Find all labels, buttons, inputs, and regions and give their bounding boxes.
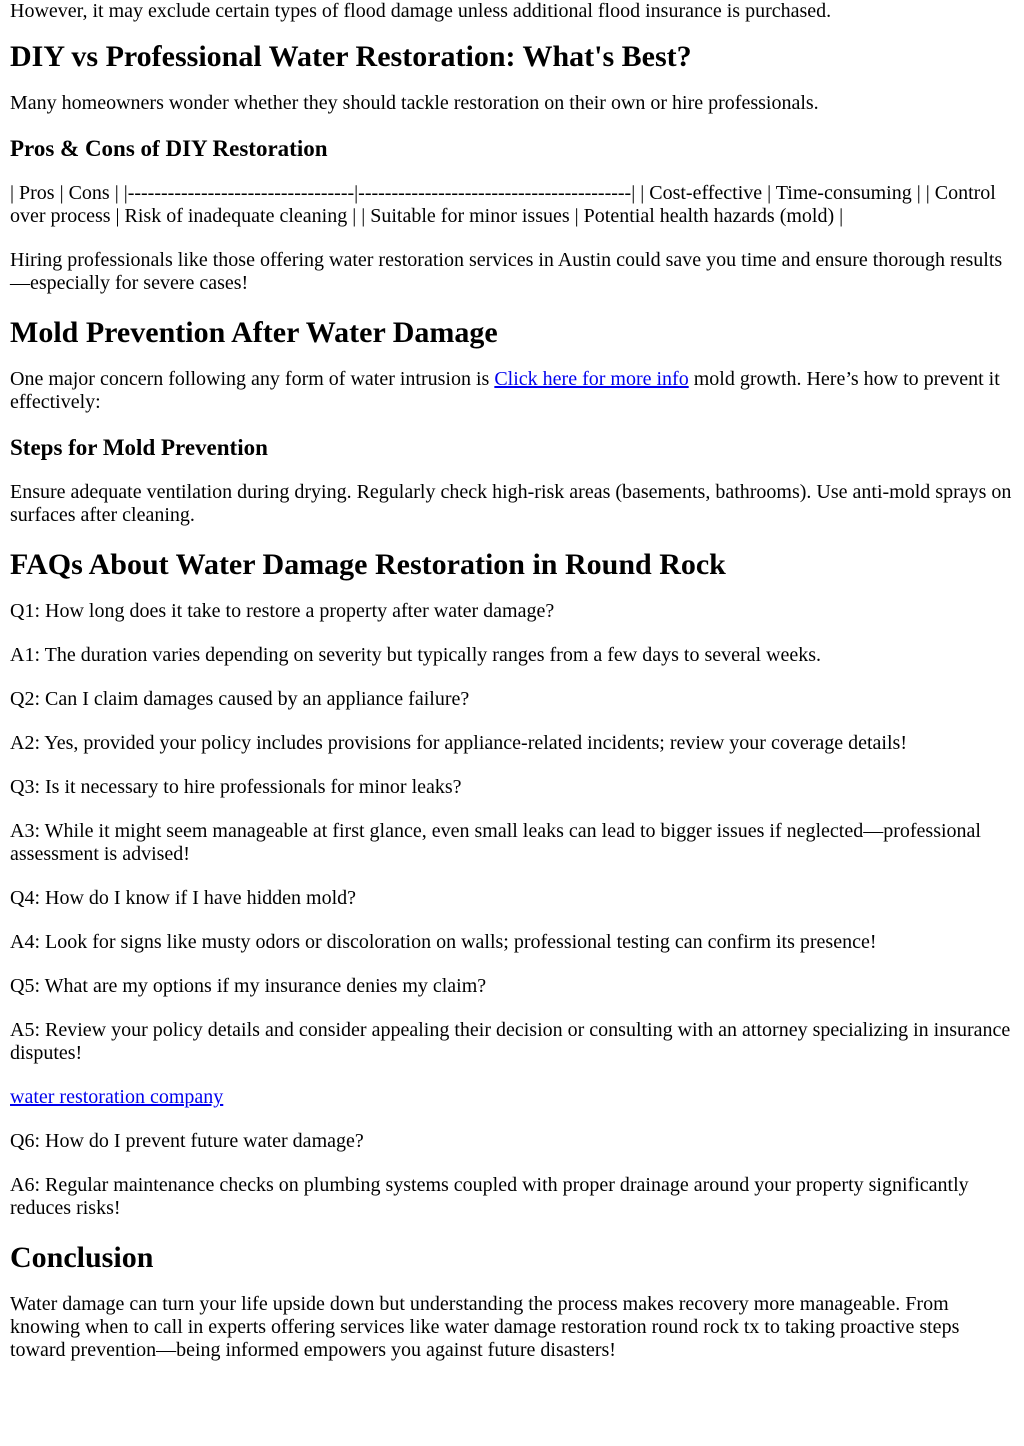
faq-answer-2: A2: Yes, provided your policy includes provisions for appliance-related incidents; review your coverage details! <box>10 732 907 754</box>
faq-answer-4: A4: Look for signs like musty odors or discoloration on walls; professional testing can confirm its presence! <box>10 931 877 953</box>
conclusion-heading: Conclusion <box>10 1241 154 1274</box>
mold-heading: Mold Prevention After Water Damage <box>10 316 498 349</box>
pros-cons-table-text: | Pros | Cons | |----------------------------------|-----------------------------------------| | Cost-effective | Time-consuming | | Control over process | Risk of inadequate cleaning | | Suitable for minor issues | Potential health hazards (mold) | <box>10 182 996 227</box>
faq-answer-6: A6: Regular maintenance checks on plumbing systems coupled with proper drainage around your property significantly reduces risks! <box>10 1174 969 1219</box>
water-restoration-link-paragraph <box>10 1086 1014 1109</box>
faq-question-6: Q6: How do I prevent future water damage? <box>10 1130 364 1152</box>
diy-intro-paragraph: Many homeowners wonder whether they should tackle restoration on their own or hire professionals. <box>10 92 819 114</box>
mold-steps-paragraph: Ensure adequate ventilation during drying. Regularly check high-risk areas (basements, bathrooms). Use anti-mold sprays on surfaces after cleaning. <box>10 481 1012 526</box>
faq-question-3: Q3: Is it necessary to hire professionals for minor leaks? <box>10 776 462 798</box>
mold-intro-paragraph <box>10 368 1014 414</box>
more-info-link[interactable]: Click here for more info <box>494 368 689 390</box>
mold-steps-subheading: Steps for Mold Prevention <box>10 435 268 460</box>
faq-question-1: Q1: How long does it take to restore a property after water damage? <box>10 600 555 622</box>
conclusion-paragraph: Water damage can turn your life upside down but understanding the process makes recovery more manageable. From knowing when to call in experts offering services like water damage restoration round rock tx to taking proactive steps toward prevention—being informed empowers you against future disasters! <box>10 1293 960 1361</box>
diy-heading: DIY vs Professional Water Restoration: What's Best? <box>10 40 692 73</box>
faq-question-5: Q5: What are my options if my insurance denies my claim? <box>10 975 487 997</box>
intro-tail-paragraph: However, it may exclude certain types of flood damage unless additional flood insurance is purchased. <box>10 0 832 22</box>
faq-question-2: Q2: Can I claim damages caused by an appliance failure? <box>10 688 470 710</box>
mold-intro-text-before: One major concern following any form of water intrusion is <box>10 368 495 390</box>
faq-answer-1: A1: The duration varies depending on severity but typically ranges from a few days to several weeks. <box>10 644 822 666</box>
diy-pros-cons-subheading: Pros & Cons of DIY Restoration <box>10 136 328 161</box>
water-restoration-company-link[interactable]: water restoration company <box>10 1086 224 1108</box>
mold-intro-text-after: mold growth. Here’s how to prevent it effectively: <box>10 368 1000 413</box>
faq-answer-5: A5: Review your policy details and consider appealing their decision or consulting with an attorney specializing in insurance disputes! <box>10 1019 1011 1064</box>
hiring-paragraph: Hiring professionals like those offering water restoration services in Austin could save you time and ensure thorough results—especially for severe cases! <box>10 249 1003 294</box>
faq-heading: FAQs About Water Damage Restoration in Round Rock <box>10 548 726 581</box>
faq-answer-3: A3: While it might seem manageable at first glance, even small leaks can lead to bigger issues if neglected—professional assessment is advised! <box>10 820 981 865</box>
faq-question-4: Q4: How do I know if I have hidden mold? <box>10 887 357 909</box>
